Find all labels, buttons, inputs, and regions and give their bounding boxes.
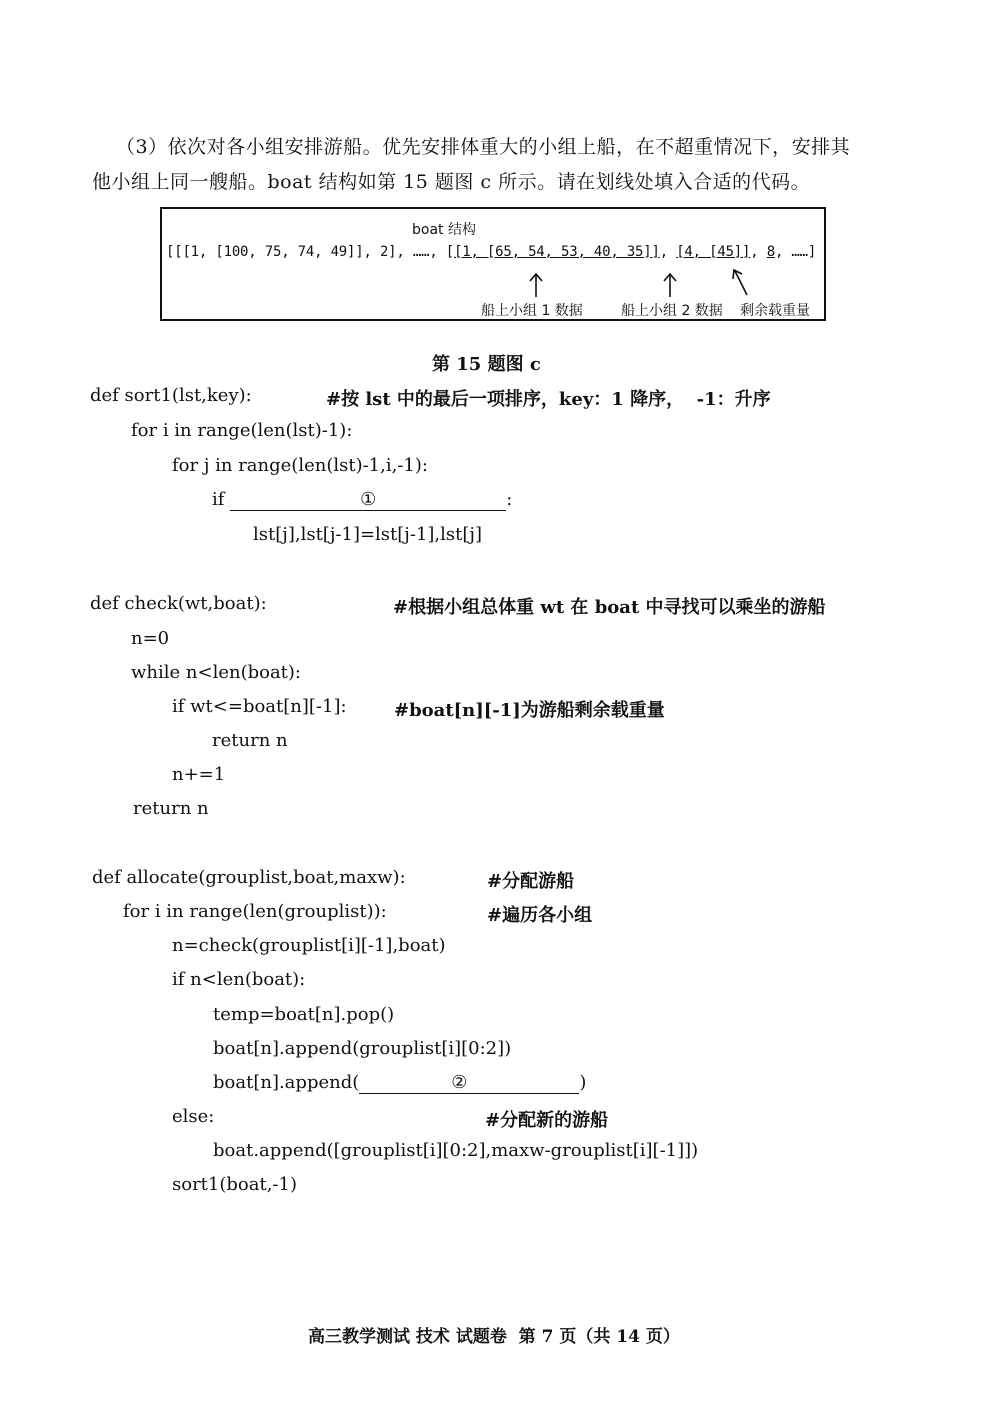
code-comment-9: #boat[n][-1]为游船剩余载重量 [394,700,665,721]
blank-marker-2: ② [451,1072,468,1093]
code-line-18: boat[n].append(grouplist[i][0:2]) [213,1038,512,1059]
code-line-9: if wt<=boat[n][-1]: [172,696,347,717]
code-comment-20: #分配新的游船 [485,1110,609,1131]
code-line-16: if n<len(boat): [172,969,306,990]
code-line-3: for j in range(len(lst)-1,i,-1): [172,455,428,476]
code-line-13: def allocate(grouplist,boat,maxw): [92,867,406,888]
code-line-22: sort1(boat,-1) [172,1174,297,1195]
struct-suffix: , ……] [774,244,817,260]
code-line-1: def sort1(lst,key): [90,385,252,406]
append-call-close: ) [579,1072,587,1093]
blank-marker-1: ① [360,489,377,510]
if-colon: : [506,489,513,510]
arrow-diagonal-icon [730,268,752,296]
struct-group-1: [1, [65, 54, 53, 40, 35]] [454,244,660,260]
boat-structure-text [166,244,816,260]
code-line-5: lst[j],lst[j-1]=lst[j-1],lst[j] [253,524,483,545]
label-remaining: 剩余载重量 [740,303,810,319]
code-line-10: return n [212,730,288,751]
append-call-open: boat[n].append( [213,1072,360,1093]
intro-line-2: 他小组上同一艘船。boat 结构如第 15 题图 c 所示。请在划线处填入合适的代码。 [92,171,811,193]
blank-1-left [230,492,360,511]
code-line-21: boat.append([grouplist[i][0:2],maxw-grouplist[i][-1]]) [213,1140,699,1161]
code-line-11: n+=1 [172,764,226,785]
intro-line-1: （3）依次对各小组安排游船。优先安排体重大的小组上船，在不超重情况下，安排其 [116,136,851,158]
arrow-up-icon [660,272,680,298]
code-line-8: while n<len(boat): [131,662,301,683]
struct-remaining: 8 [766,244,775,260]
code-line-20: else: [172,1106,215,1127]
struct-prefix: [[[1, [100, 75, 74, 49]], 2], ……, [ [166,244,455,260]
label-group-2: 船上小组 2 数据 [621,303,723,319]
blank-2-right [467,1075,579,1094]
code-line-12: return n [133,798,209,819]
code-line-15: n=check(grouplist[i][-1],boat) [172,935,446,956]
code-comment-13: #分配游船 [487,871,575,892]
code-line-7: n=0 [131,628,170,649]
code-line-6: def check(wt,boat): [90,593,267,614]
if-keyword: if [212,489,225,510]
label-group-1: 船上小组 1 数据 [481,303,583,319]
code-comment-6: #根据小组总体重 wt 在 boat 中寻找可以乘坐的游船 [393,597,826,618]
code-line-4 [212,489,512,511]
struct-comma: , [750,244,767,260]
code-comment-1: #按 lst 中的最后一项排序，key：1 降序， -1：升序 [326,389,771,410]
code-line-19 [213,1072,586,1094]
struct-group-2: [4, [45]] [676,244,751,260]
code-line-2: for i in range(len(lst)-1): [131,420,353,441]
code-line-17: temp=boat[n].pop() [213,1004,395,1025]
figure-caption: 第 15 题图 c [432,354,541,375]
code-comment-14: #遍历各小组 [487,905,593,926]
struct-sep: , [659,244,677,260]
page-footer: 高三教学测试 技术 试题卷 第 7 页（共 14 页） [308,1327,680,1347]
blank-1-right [376,492,506,511]
arrow-up-icon [526,272,546,298]
code-line-14: for i in range(len(grouplist)): [123,901,387,922]
figure-box-title: boat 结构 [412,222,476,238]
blank-2-left [359,1075,451,1094]
